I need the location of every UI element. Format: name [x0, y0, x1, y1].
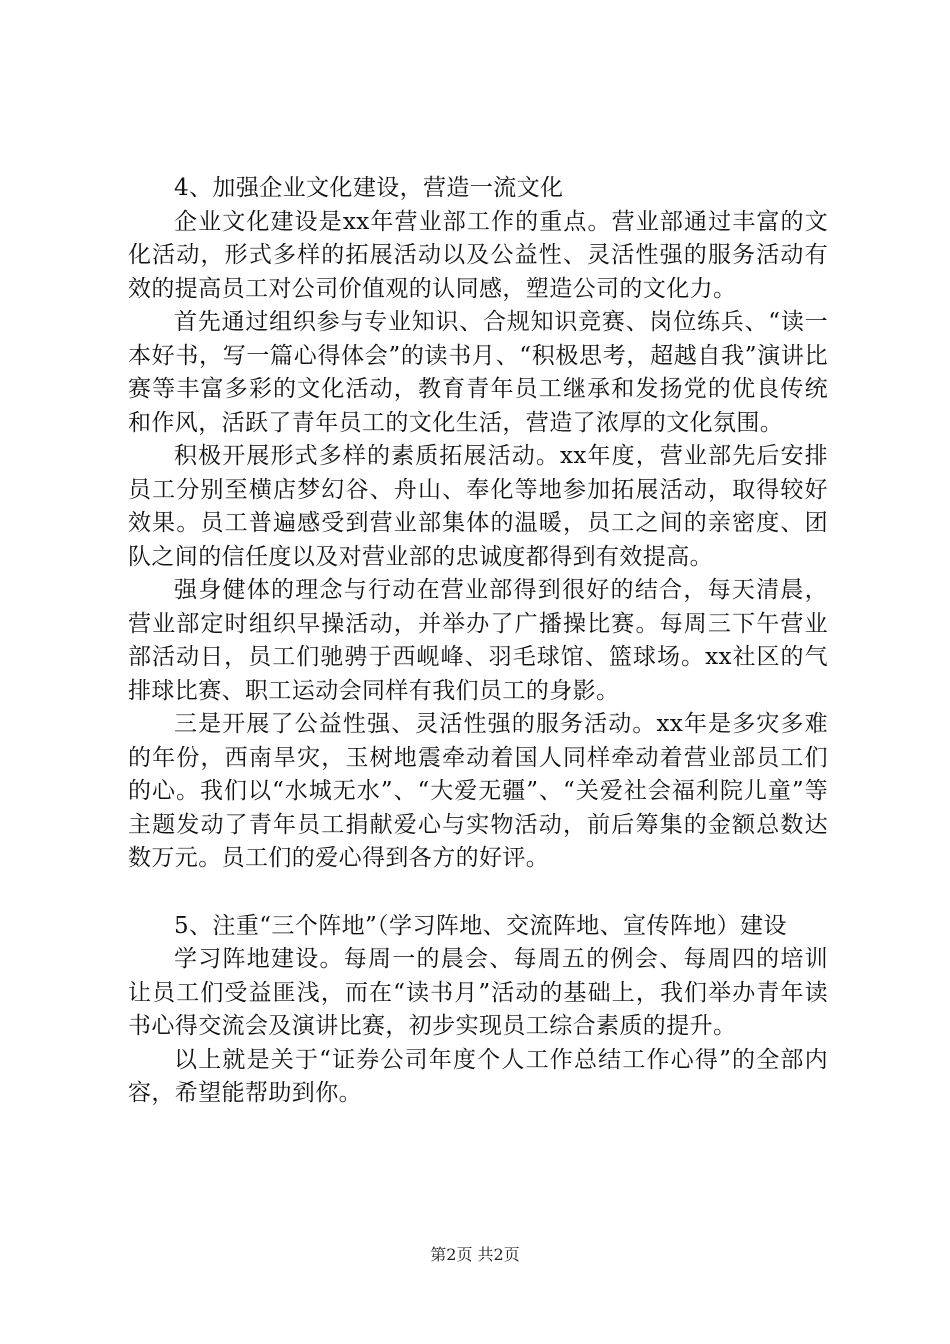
section-5-paragraph-2: 以上就是关于“证券公司年度个人工作总结工作心得”的全部内容，希望能帮助到你。	[128, 1046, 828, 1106]
section-4-paragraph-5: 三是开展了公益性强、灵活性强的服务活动。xx年是多灾多难的年份，西南旱灾，玉树地震牵动着国人同样牵动着营业部员工们的心。我们以“水城无水”、“大爱无疆”、“关爱社会福利院儿童”等主题发动了青年员工捐献爱心与实物活动，前后筹集的金额总数达数万元。员工们的爱心得到各方的好评。	[128, 711, 828, 871]
section-4-paragraph-2: 首先通过组织参与专业知识、合规知识竞赛、岗位练兵、“读一本好书，写一篇心得体会”的读书月、“积极思考，超越自我”演讲比赛等丰富多彩的文化活动，教育青年员工继承和发扬党的优良传统和作风，活跃了青年员工的文化生活，营造了浓厚的文化氛围。	[128, 309, 828, 436]
section-4-heading: 4、加强企业文化建设，营造一流文化	[174, 175, 564, 201]
section-4-paragraph-4: 强身健体的理念与行动在营业部得到很好的结合，每天清晨，营业部定时组织早操活动，并举办了广播操比赛。每周三下午营业部活动日，员工们驰骋于西岘峰、羽毛球馆、篮球场。xx社区的气排球比赛、职工运动会同样有我们员工的身影。	[128, 577, 828, 704]
section-4-paragraph-1: 企业文化建设是xx年营业部工作的重点。营业部通过丰富的文化活动，形式多样的拓展活动以及公益性、灵活性强的服务活动有效的提高员工对公司价值观的认同感，塑造公司的文化力。	[128, 208, 828, 302]
section-5-heading: 5、注重“三个阵地”（学习阵地、交流阵地、宣传阵地）建设	[174, 912, 787, 939]
section-5-paragraph-1: 学习阵地建设。每周一的晨会、每周五的例会、每周四的培训让员工们受益匪浅，而在“读书月”活动的基础上，我们举办青年读书心得交流会及演讲比赛，初步实现员工综合素质的提升。	[128, 946, 828, 1039]
document-body	[128, 172, 828, 1111]
section-spacer	[128, 876, 828, 910]
page-number-footer: 第2页 共2页	[430, 1245, 520, 1264]
section-4-paragraph-3: 积极开展形式多样的素质拓展活动。xx年度，营业部先后安排员工分别至横店梦幻谷、舟山、奉化等地参加拓展活动，取得较好效果。员工普遍感受到营业部集体的温暖，员工之间的亲密度、团队之间的信任度以及对营业部的忠诚度都得到有效提高。	[128, 443, 828, 570]
